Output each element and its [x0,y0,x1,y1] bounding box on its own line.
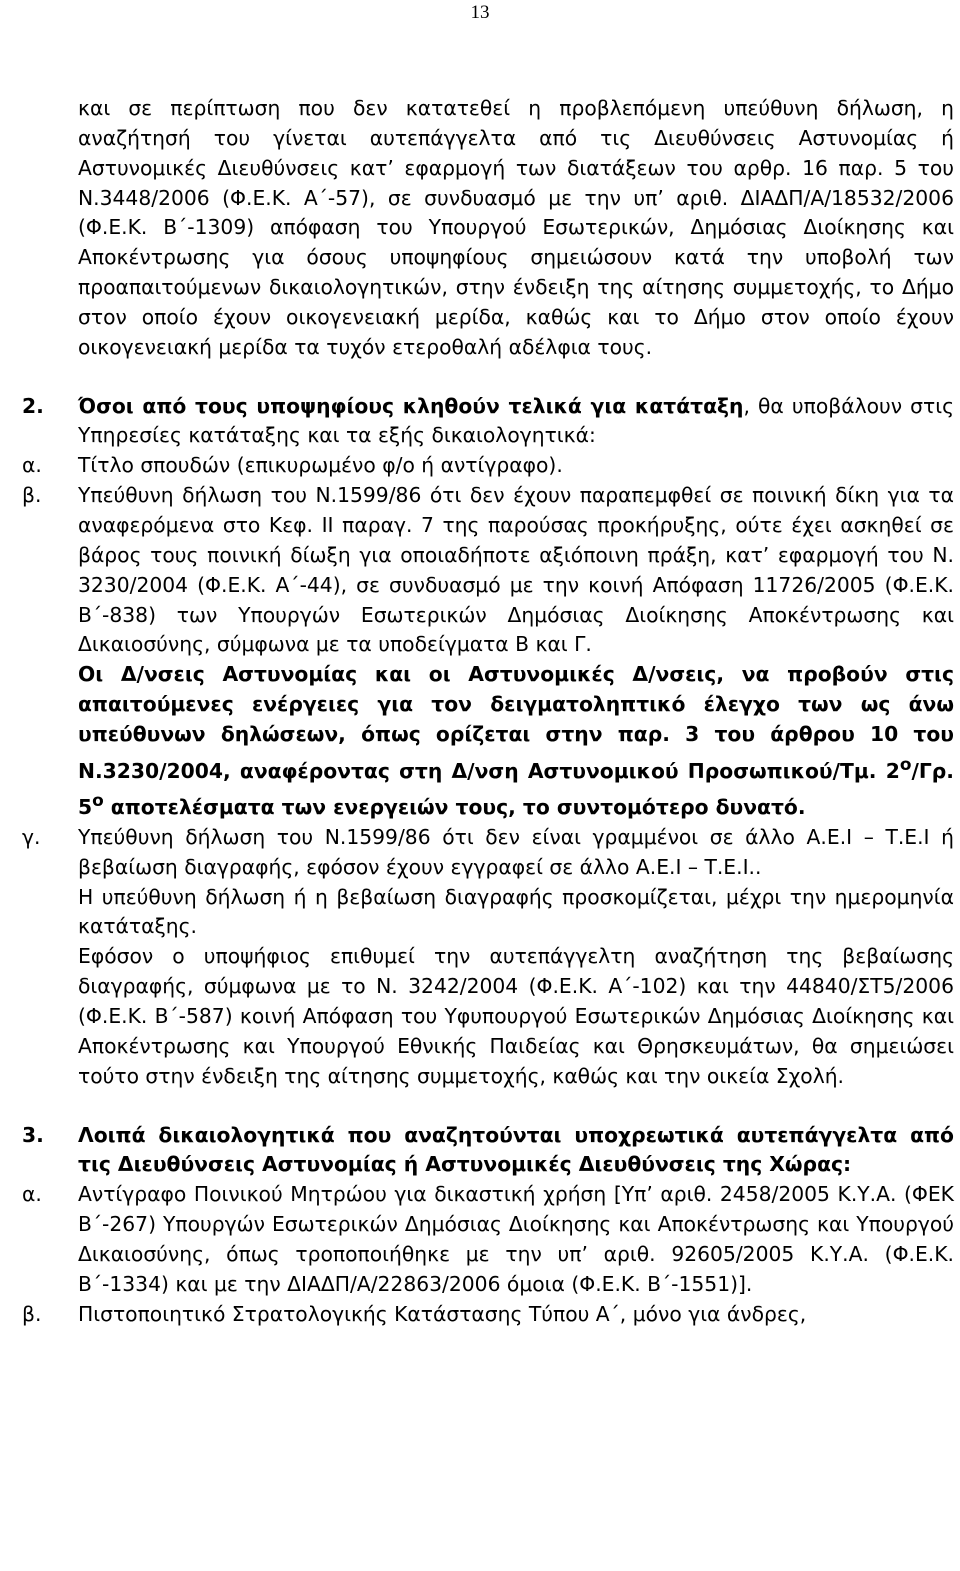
item-text: Υπεύθυνη δήλωση του Ν.1599/86 ότι δεν έχουν παραπεμφθεί σε ποινική δίκη για τα αναφερόμενα στο Κεφ. ΙΙ παραγ. 7 της παρούσας προκήρυξης, ούτε έχει ασκηθεί σε βάρος τους ποινική δίωξη για οποιαδήποτε αξιόποινη πράξη, κατ’ εφαρμογή του Ν. 3230/2004 (Φ.Ε.Κ. Α΄-44), σε συνδυασμό με την κοινή Απόφαση 11726/2005 (Φ.Ε.Κ. Β΄-838) των Υπουργών Εσωτερικών Δημόσιας Διοίκησης Αποκέντρωσης και Δικαιοσύνης, σύμφωνα με τα υποδείγματα Β και Γ. [78,483,954,657]
bold-note-part3: αποτελέσματα των ενεργειών τους, το συντομότερο δυνατό. [103,795,806,820]
bold-note-part2: /Γρ. 5 [78,758,954,820]
section-2-number: 2. [22,393,44,418]
item-bold-note [78,660,954,823]
paragraph-gap [78,1092,954,1121]
section-3-number: 3. [22,1122,44,1147]
section-2 [22,392,954,452]
superscript-o: ο [92,790,104,811]
section-2-item-c [22,823,954,1092]
section-2-heading [78,392,954,452]
item-letter: γ. [22,824,41,849]
item-text: Αντίγραφο Ποινικού Μητρώου για δικαστική χρήση [Υπ’ αριθ. 2458/2005 Κ.Υ.Α. (ΦΕΚ Β΄-267) Υπουργών Εσωτερικών Δημόσιας Διοίκησης και Αποκέντρωσης και Υπουργού Δικαιοσύνης, όπως τροποποιήθηκε με την υπ’ αριθ. 92605/2005 Κ.Υ.Α. (Φ.Ε.Κ. Β΄-1334) και με την ΔΙΑΔΠ/Α/22863/2006 όμοια (Φ.Ε.Κ. Β΄-1551)]. [78,1182,954,1296]
item-text: Πιστοποιητικό Στρατολογικής Κατάστασης Τύπου Α΄, μόνο για άνδρες, [78,1301,807,1326]
item-letter: α. [22,1182,42,1207]
item-letter: β. [22,483,42,508]
bold-note-part1: Οι Δ/νσεις Αστυνομίας και οι Αστυνομικές Δ/νσεις, να προβούν στις απαιτούμενες ενέργειες για τον δειγματοληπτικό έλεγχο των ως άνω υπεύθυνων δηλώσεων, όπως ορίζεται στην παρ. 3 του άρθρου 10 του Ν.3230/2004, αναφέροντας στη Δ/νση Αστυνομικού Προσωπικού/Τμ. 2 [78,662,954,783]
item-letter: β. [22,1301,42,1326]
superscript-o: ο [899,753,912,774]
section-2-heading-rest: , θα υποβάλουν στις Υπηρεσίες κατάταξης και τα εξής δικαιολογητικά: [78,393,954,448]
document-body [22,94,954,1329]
section-2-item-b [22,481,954,823]
page-number: 13 [470,2,490,23]
section-3 [22,1121,954,1181]
section-3-item-a [22,1180,954,1299]
item-text: Η υπεύθυνη δήλωση ή η βεβαίωση διαγραφής προσκομίζεται, μέχρι την ημερομηνία κατάταξης. [78,884,954,939]
paragraph-gap [78,363,954,392]
item-letter: α. [22,453,42,478]
section-2-heading-bold: Όσοι από τους υποψηφίους κληθούν τελικά για κατάταξη [78,393,744,418]
section-3-item-b [22,1300,954,1330]
intro-paragraph: και σε περίπτωση που δεν κατατεθεί η προβλεπόμενη υπεύθυνη δήλωση, η αναζήτησή του γίνεται αυτεπάγγελτα από τις Διευθύνσεις Αστυνομίας ή Αστυνομικές Διευθύνσεις κατ’ εφαρμογή των διατάξεων του αρθρ. 16 παρ. 5 του Ν.3448/2006 (Φ.Ε.Κ. Α΄-57), σε συνδυασμό με την υπ’ αριθ. ΔΙΑΔΠ/Α/18532/2006 (Φ.Ε.Κ. Β΄-1309) απόφαση του Υπουργού Εσωτερικών, Δημόσιας Διοίκησης και Αποκέντρωσης για όσους υποψηφίους σημειώσουν κατά την υποβολή των προαπαιτούμενων δικαιολογητικών, στην ένδειξη της αίτησης συμμετοχής, το Δήμο στον οποίο έχουν οικογενειακή μερίδα, καθώς και το Δήμο στον οποίο έχουν οικογενειακή μερίδα τα τυχόν ετεροθαλή αδέλφια τους. [78,96,954,359]
section-3-heading: Λοιπά δικαιολογητικά που αναζητούνται υποχρεωτικά αυτεπάγγελτα από τις Διευθύνσεις Αστυνομίας ή Αστυνομικές Διευθύνσεις της Χώρας: [78,1122,954,1177]
item-text: Εφόσον ο υποψήφιος επιθυμεί την αυτεπάγγελτη αναζήτηση της βεβαίωσης διαγραφής, σύμφωνα με το Ν. 3242/2004 (Φ.Ε.Κ. Α΄-102) και την 44840/ΣΤ5/2006 (Φ.Ε.Κ. Β΄-587) κοινή Απόφαση του Υφυπουργού Εσωτερικών Δημόσιας Διοίκησης και Αποκέντρωσης και Υπουργού Εθνικής Παιδείας και Θρησκευμάτων, θα σημειώσει τούτο στην ένδειξη της αίτησης συμμετοχής, καθώς και την οικεία Σχολή. [78,944,954,1088]
section-2-item-a [22,451,954,481]
item-text: Τίτλο σπουδών (επικυρωμένο φ/ο ή αντίγραφο). [78,453,563,478]
item-text: Υπεύθυνη δήλωση του Ν.1599/86 ότι δεν είναι γραμμένοι σε άλλο Α.Ε.Ι – Τ.Ε.Ι ή βεβαίωση διαγραφής, εφόσον έχουν εγγραφεί σε άλλο Α.Ε.Ι – Τ.Ε.Ι.. [78,824,954,879]
